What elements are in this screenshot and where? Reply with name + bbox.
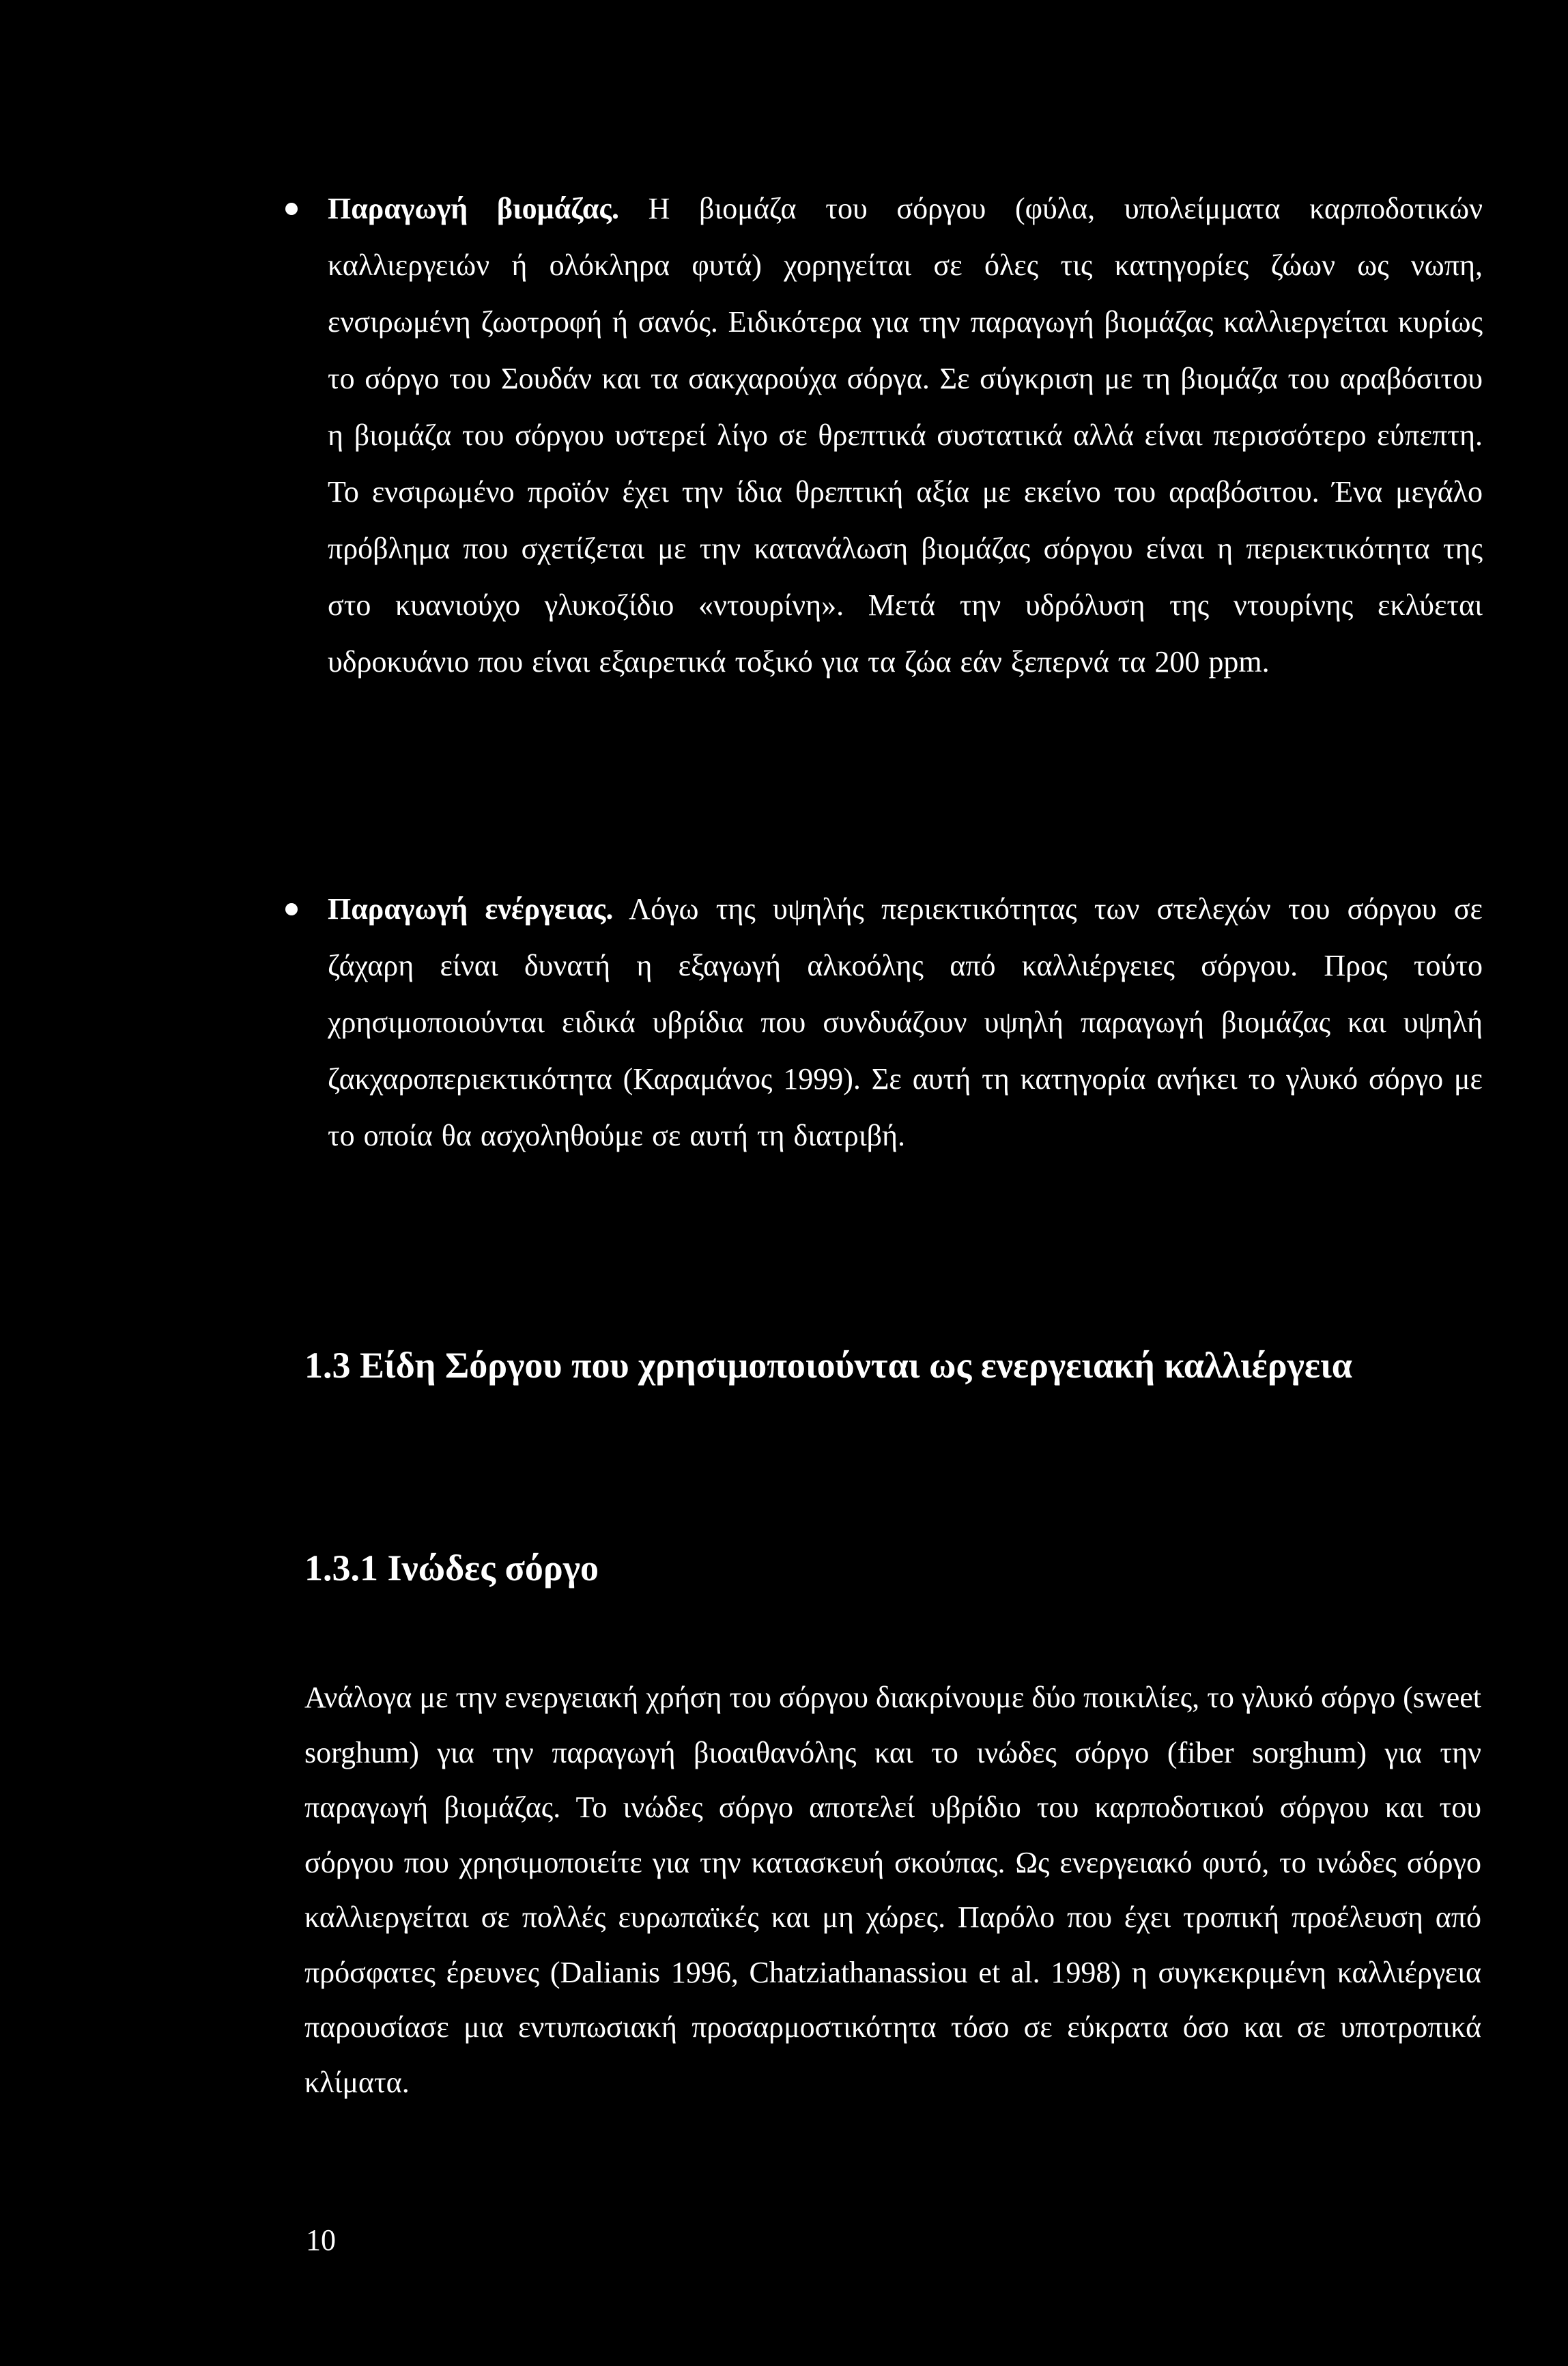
subsection-heading: 1.3.1 Ινώδες σόργο: [304, 1548, 599, 1588]
bullet-title: Παραγωγή ενέργειας.: [328, 892, 614, 926]
bullet-title: Παραγωγή βιομάζας.: [328, 192, 619, 225]
page-number: 10: [306, 2223, 336, 2257]
bullet-item-energy: [328, 881, 1483, 1164]
bullet-item-biomass: [328, 180, 1483, 690]
bullet-paragraph: [328, 881, 1483, 1164]
bullet-body: Η βιομάζα του σόργου (φύλα, υπολείμματα καρποδοτικών καλλιεργειών ή ολόκληρα φυτά) χορηγείται σε όλες τις κατηγορίες ζώων ως νωπη, ενσιρωμένη ζωοτροφή ή σανός. Ειδικότερα για την παραγωγή βιομάζας καλλιεργείται κυρίως το σόργο του Σουδάν και τα σακχαρούχα σόργα. Σε σύγκριση με τη βιομάζα του αραβόσιτου η βιομάζα του σόργου υστερεί λίγο σε θρεπτικά συστατικά αλλά είναι περισσότερο εύπεπτη. Το ενσιρωμένο προϊόν έχει την ίδια θρεπτική αξία με εκείνο του αραβόσιτου. Ένα μεγάλο πρόβλημα που σχετίζεται με την κατανάλωση βιομάζας σόργου είναι η περιεκτικότητα της στο κυανιούχο γλυκοζίδιο «ντουρίνη». Μετά την υδρόλυση της ντουρίνης εκλύεται υδροκυάνιο που είναι εξαιρετικά τοξικό για τα ζώα εάν ξεπερνά τα 200 ppm.: [328, 192, 1483, 679]
bullet-body: Λόγω της υψηλής περιεκτικότητας των στελεχών του σόργου σε ζάχαρη είναι δυνατή η εξαγωγή αλκοόλης από καλλιέργειες σόργου. Προς τούτο χρησιμοποιούνται ειδικά υβρίδια που συνδυάζουν υψηλή παραγωγή βιομάζας και υψηλή ζακχαροπεριεκτικότητα (Καραμάνος 1999). Σε αυτή τη κατηγορία ανήκει το γλυκό σόργο με το οποία θα ασχοληθούμε σε αυτή τη διατριβή.: [328, 892, 1483, 1152]
section-heading: 1.3 Είδη Σόργου που χρησιμοποιούνται ως ενεργειακή καλλιέργεια: [304, 1345, 1352, 1386]
bullet-paragraph: [328, 180, 1483, 690]
bullet-point-icon: [285, 203, 298, 215]
bullet-point-icon: [285, 903, 298, 915]
body-paragraph: Ανάλογα με την ενεργειακή χρήση του σόργου διακρίνουμε δύο ποικιλίες, το γλυκό σόργο (sweet sorghum) για την παραγωγή βιοαιθανόλης και το ινώδες σόργο (fiber sorghum) για την παραγωγή βιομάζας. Το ινώδες σόργο αποτελεί υβρίδιο του καρποδοτικού σόργου και του σόργου που χρησιμοποιείτε για την κατασκευή σκούπας. Ως ενεργειακό φυτό, το ινώδες σόργο καλλιεργείται σε πολλές ευρωπαϊκές και μη χώρες. Παρόλο που έχει τροπική προέλευση από πρόσφατες έρευνες (Dalianis 1996, Chatziathanassiou et al. 1998) η συγκεκριμένη καλλιέργεια παρουσίασε μια εντυπωσιακή προσαρμοστικότητα τόσο σε εύκρατα όσο και σε υποτροπικά κλίματα.: [304, 1681, 1481, 2099]
